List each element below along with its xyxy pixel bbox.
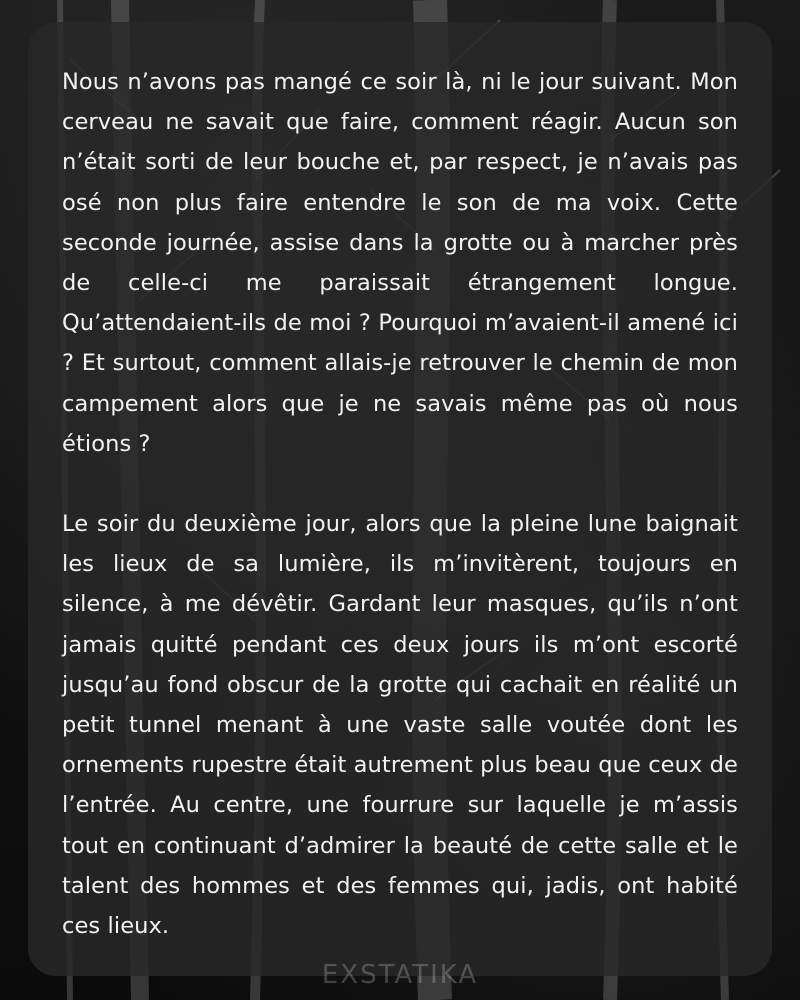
paragraph-gap bbox=[62, 464, 738, 504]
story-paragraph-2: Le soir du deuxième jour, alors que la pleine lune baignait les lieux de sa lumière, ils m’invitèrent, toujours en silence, à me dévêtir. Gardant leur masques, qu’ils n’ont jamais quitté pendant ces deux jours ils m’ont escorté jusqu’au fond obscur de la grotte qui cachait en réalité un petit tunnel menant à une vaste salle voutée dont les ornements rupestre était autrement plus beau que ceux de l’entrée. Au centre, une fourrure sur laquelle je m’assis tout en continuant d’admirer la beauté de cette salle et le talent des hommes et des femmes qui, jadis, ont habité ces lieux. bbox=[62, 511, 738, 940]
story-paragraph-1: Nous n’avons pas mangé ce soir là, ni le jour suivant. Mon cerveau ne savait que faire, comment réagir. Aucun son n’était sorti de leur bouche et, par respect, je n’avais pas osé non plus faire entendre le son de ma voix. Cette seconde journée, assise dans la grotte ou à marcher près de celle-ci me paraissait étrangement longue. Qu’attendaient-ils de moi ? Pourquoi m’avaient-il amené ici ? Et surtout, comment allais-je retrouver le chemin de mon campement alors que je ne savais même pas où nous étions ? bbox=[62, 69, 738, 457]
watermark-logo-text: EXSTATIKA bbox=[321, 960, 479, 990]
text-card bbox=[28, 22, 772, 976]
watermark-logo bbox=[0, 960, 800, 990]
